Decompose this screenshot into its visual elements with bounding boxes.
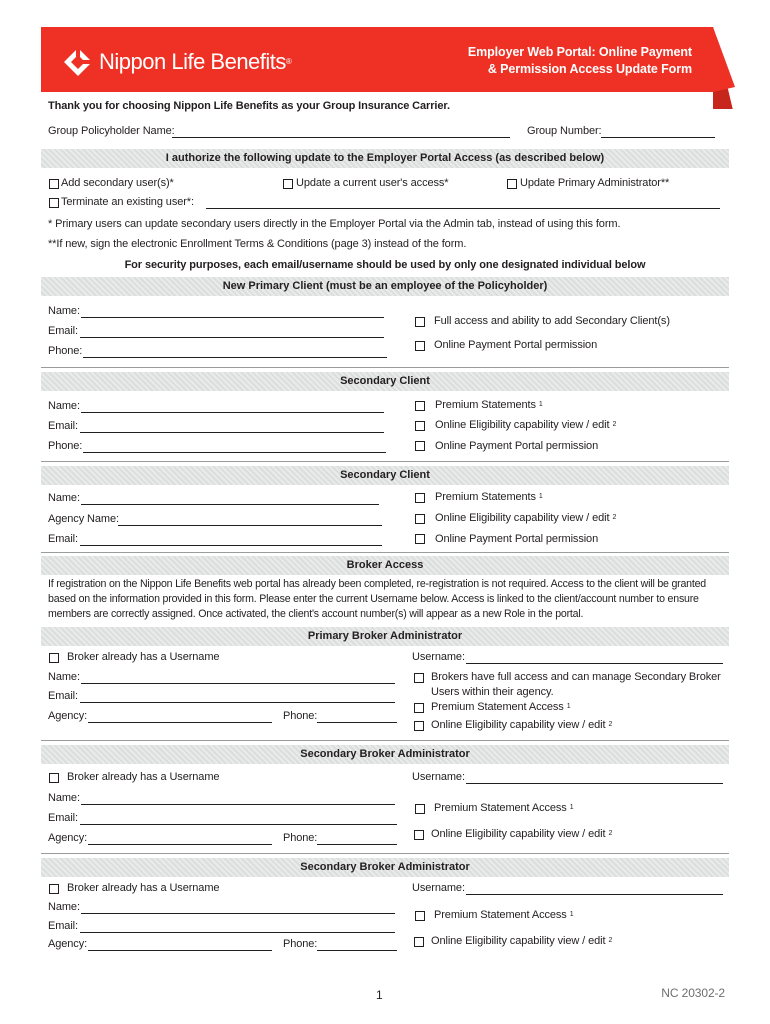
sb1-statement-checkbox[interactable] [415,804,425,814]
sec2-email-field[interactable] [80,545,382,546]
sb1-has-username-label: Broker already has a Username [67,771,220,783]
primary-client-band: New Primary Client (must be an employee of the Policyholder) [41,277,729,296]
sb1-name-field[interactable] [81,804,395,805]
primary-client-email-field[interactable] [80,337,384,338]
secondary-broker-1-band: Secondary Broker Administrator [41,745,729,764]
divider [41,853,729,854]
sb1-username-label: Username: [412,771,465,783]
pb-phone-field[interactable] [317,722,397,723]
pb-eligibility-checkbox[interactable] [414,721,424,731]
pb-statement-checkbox[interactable] [414,703,424,713]
sec1-name-field[interactable] [81,412,384,413]
pb-phone-label: Phone: [283,710,318,722]
sb1-agency-label: Agency: [48,832,88,844]
sec2-statements-checkbox[interactable] [415,493,425,503]
authorize-band: I authorize the following update to the Employer Portal Access (as described below) [41,149,729,168]
sb1-statement-label: Premium Statement Access $^1$ [434,802,574,814]
sec1-phone-field[interactable] [83,452,386,453]
add-secondary-checkbox[interactable] [49,179,59,189]
sec1-payment-checkbox[interactable] [415,441,425,451]
sec1-name-label: Name: [48,400,80,412]
sb1-name-label: Name: [48,792,80,804]
sb1-phone-label: Phone: [283,832,318,844]
security-note: For security purposes, each email/username should be used by only one designated individual below [124,259,646,271]
sb2-email-field[interactable] [80,932,395,933]
sb2-name-label: Name: [48,901,80,913]
sb2-statement-label: Premium Statement Access $^1$ [434,909,574,921]
broker-access-band: Broker Access [41,556,729,575]
policyholder-label: Group Policyholder Name: [48,125,175,137]
pb-username-label: Username: [412,651,465,663]
sb1-agency-field[interactable] [88,844,272,845]
sec2-email-label: Email: [48,533,78,545]
sb2-eligibility-label: Online Eligibility capability view / edit $^2$ [431,935,613,947]
sec2-payment-checkbox[interactable] [415,534,425,544]
primary-full-access-label: Full access and ability to add Secondary Client(s) [434,315,670,327]
primary-client-phone-field[interactable] [83,357,387,358]
pb-username-field[interactable] [466,663,723,664]
terminate-user-label: Terminate an existing user*: [61,196,194,208]
pb-email-label: Email: [48,690,78,702]
pb-eligibility-label: Online Eligibility capability view / edit $^2$ [431,719,613,731]
policyholder-name-field[interactable] [172,137,510,138]
pb-has-username-label: Broker already has a Username [67,651,220,663]
sb2-statement-checkbox[interactable] [415,911,425,921]
form-title-line1: Employer Web Portal: Online Payment [467,45,692,59]
primary-client-name-field[interactable] [81,317,384,318]
sec2-agency-label: Agency Name: [48,513,119,525]
pb-full-access-line1: Brokers have full access and can manage Secondary Broker [431,671,721,683]
pb-has-username-checkbox[interactable] [49,653,59,663]
sb2-phone-field[interactable] [317,950,397,951]
update-primary-label: Update Primary Administrator** [520,177,670,189]
terminate-user-field[interactable] [206,208,720,209]
sb1-email-label: Email: [48,812,78,824]
update-current-label: Update a current user's access* [296,177,449,189]
pb-name-field[interactable] [81,683,395,684]
sb2-email-label: Email: [48,920,78,932]
page-number: 1 [376,988,383,1002]
sec1-payment-label: Online Payment Portal permission [435,440,599,452]
pb-statement-label: Premium Statement Access $^1$ [431,701,571,713]
sec1-eligibility-checkbox[interactable] [415,421,425,431]
nippon-logo-icon [63,47,93,77]
pb-name-label: Name: [48,671,80,683]
sec2-payment-label: Online Payment Portal permission [435,533,599,545]
sb1-username-field[interactable] [466,783,723,784]
pb-full-access-checkbox[interactable] [414,673,424,683]
primary-payment-label: Online Payment Portal permission [434,339,598,351]
sec1-statements-checkbox[interactable] [415,401,425,411]
sec2-eligibility-label: Online Eligibility capability view / edit $^2$ [435,512,617,524]
sb2-username-label: Username: [412,882,465,894]
sec1-phone-label: Phone: [48,440,83,452]
add-secondary-label: Add secondary user(s)* [61,177,174,189]
primary-full-access-checkbox[interactable] [415,317,425,327]
sec2-statements-label: Premium Statements $^1$ [435,491,543,503]
primary-client-name-label: Name: [48,305,80,317]
sec1-email-label: Email: [48,420,78,432]
sb2-eligibility-checkbox[interactable] [414,937,424,947]
update-current-checkbox[interactable] [283,179,293,189]
secondary-broker-2-band: Secondary Broker Administrator [41,858,729,877]
divider [41,552,729,553]
sec1-eligibility-label: Online Eligibility capability view / edit $^2$ [435,419,617,431]
pb-email-field[interactable] [80,702,395,703]
sb1-eligibility-label: Online Eligibility capability view / edit $^2$ [431,828,613,840]
primary-client-phone-label: Phone: [48,345,83,357]
sec1-statements-label: Premium Statements $^1$ [435,399,543,411]
form-title-line2: & Permission Access Update Form [487,62,692,76]
primary-broker-band: Primary Broker Administrator [41,627,729,646]
pb-full-access-line2: Users within their agency. [431,686,554,698]
group-number-field[interactable] [601,137,715,138]
sb2-has-username-checkbox[interactable] [49,884,59,894]
brand-name: Nippon Life Benefits® [99,49,292,74]
divider [41,740,729,741]
broker-access-para-line2: based on the information provided in this form. Please enter the current Username below. Access is linked to the client/account number to ensure [48,593,699,605]
pb-agency-label: Agency: [48,710,88,722]
pb-agency-field[interactable] [88,722,272,723]
secondary-client-1-band: Secondary Client [41,372,729,391]
sec2-agency-field[interactable] [118,525,382,526]
primary-payment-checkbox[interactable] [415,341,425,351]
sb2-has-username-label: Broker already has a Username [67,882,220,894]
divider [41,461,729,462]
update-primary-checkbox[interactable] [507,179,517,189]
sb2-username-field[interactable] [466,894,723,895]
broker-access-para-line3: members are correctly assigned. Once activated, the client's account number(s) will appear as a new Role in the portal. [48,608,584,620]
sec2-name-label: Name: [48,492,80,504]
secondary-client-2-band: Secondary Client [41,466,729,485]
sec1-email-field[interactable] [80,432,384,433]
sb2-name-field[interactable] [81,913,395,914]
primary-client-email-label: Email: [48,325,78,337]
banner-tail [713,27,737,109]
sb1-phone-field[interactable] [317,844,397,845]
sb1-has-username-checkbox[interactable] [49,773,59,783]
note-primary-users: * Primary users can update secondary users directly in the Employer Portal via the Admin tab, instead of using this form. [48,218,621,230]
sb2-phone-label: Phone: [283,938,318,950]
terminate-user-checkbox[interactable] [49,198,59,208]
sb2-agency-field[interactable] [88,950,272,951]
sb1-email-field[interactable] [80,824,397,825]
thank-you-text: Thank you for choosing Nippon Life Benefits as your Group Insurance Carrier. [48,100,450,112]
broker-access-para-line1: If registration on the Nippon Life Benefits web portal has already been completed, re-registration is not required. Access to the client will be granted [48,578,706,590]
sb1-eligibility-checkbox[interactable] [414,830,424,840]
note-new-sign: **If new, sign the electronic Enrollment Terms & Conditions (page 3) instead of the form. [48,238,467,250]
sec2-name-field[interactable] [81,504,379,505]
form-code: NC 20302-2 [661,986,725,1000]
sec2-eligibility-checkbox[interactable] [415,514,425,524]
divider [41,367,729,368]
group-number-label: Group Number: [527,125,602,137]
sb2-agency-label: Agency: [48,938,88,950]
